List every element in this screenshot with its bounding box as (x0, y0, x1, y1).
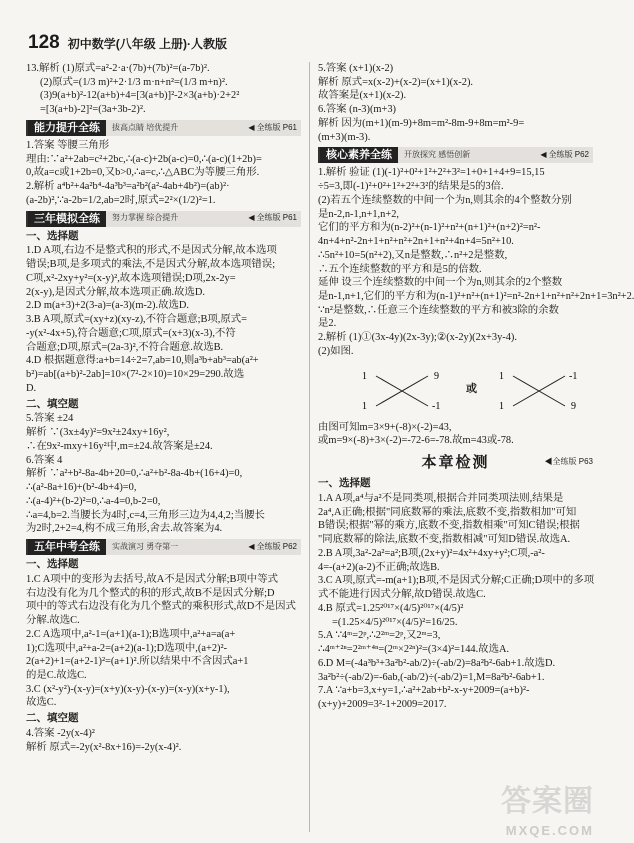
text-line: 的是C.故选C. (26, 670, 87, 682)
column-divider (309, 62, 310, 832)
text-line: 3a²b²÷(-ab/2)=-6ab,(-ab/2)÷(-ab/2)=1,M=8a²b²-6ab+1. (318, 671, 545, 683)
text-line: 5.A ∵4ᵐ=2ᵖ,∴2²ᵐ=2ᵖ,又2ᵐ=3, (318, 630, 441, 642)
text-line: 故答案是(x+1)(x-2). (318, 90, 407, 102)
text-line: 延伸 设三个连续整数的中间一个为n,则其余的2个整数 (318, 277, 563, 289)
text-line: 4.D 根据题意得:a+b=14÷2=7,ab=10,则a³b+ab³=ab(a²+ (26, 355, 259, 367)
section-ref (248, 213, 297, 224)
text-line: ∴(a-4)²+(b-2)²=0,∴a-4=0,b-2=0, (26, 495, 161, 507)
diagram-label: 9 (571, 400, 576, 412)
section-subtitle: 拔高点睛 培优提升 (112, 122, 179, 132)
cross-diagram-left (358, 362, 448, 418)
text-line: C项,x²-2xy+y²=(x-y)²,故本选项错误;D项,2x-2y= (26, 272, 236, 284)
text-line: 它们的平方和为(n-2)²+(n-1)²+n²+(n+1)²+(n+2)²=n²- (318, 222, 541, 234)
section-tag: 三年模拟全练 (28, 211, 106, 227)
section-subtitle: 努力掌握 综合提升 (112, 213, 179, 223)
text-line: 1.A A项,a⁴与a²不是同类项,根据合并同类项法则,结果是 (318, 493, 564, 505)
text-line: ∵n²是整数,∴任意三个连续整数的平方和被3除的余数 (318, 304, 559, 316)
text-line: 1);C选项中,a²+a-2=(a+2)(a-1);D选项中,(a+2)²- (26, 642, 228, 654)
text-line: 2a⁴,A正确;根据"同底数幂的乘法,底数不变,指数相加"可知 (318, 506, 577, 518)
arrow-icon: ◀ (540, 150, 547, 160)
text-line: 合题意;D项,原式=(2a-3)²,不符合题意.故选B. (26, 341, 224, 353)
text-line: ∴在9x²-mxy+16y²中,m=±24.故答案是±24. (26, 440, 213, 452)
arrow-icon: ◀ (544, 457, 553, 467)
section-ref (540, 150, 589, 161)
text-line: 是n-1,n+1,它们的平方和为(n-1)²+n²+(n+1)²=n²-2n+1+n²+n²+2n+1=3n²+2. (318, 291, 634, 303)
text-line: 由图可知m=3×9+(-8)×(-2)=43, (318, 421, 452, 433)
right-column (318, 62, 634, 832)
section-ref-text: 全练版 P62 (548, 150, 589, 160)
text-line: 为2时,2+2=4,构不成三角形,舍去.故答案为4. (26, 523, 223, 535)
text-line: 或m=9×(-8)+3×(-2)=-72-6=-78.故m=43或-78. (318, 435, 514, 447)
arrow-icon: ◀ (248, 541, 255, 551)
text-line: b²)=ab[(a+b)²-2ab]=10×(7²-2×10)=10×29=290.故选 (26, 369, 245, 381)
diagram-label: -1 (569, 370, 578, 382)
cross-diagram-right (495, 362, 585, 418)
text-line: 右边没有化为几个整式的积的形式,故B不是因式分解;D (26, 587, 275, 599)
diagram-label: 1 (362, 400, 367, 412)
text-line: 是2. (318, 318, 337, 330)
section-subtitle: 开放探究 感悟创新 (404, 150, 471, 160)
section-banner (26, 539, 301, 555)
text-line: 4=-(a+2)(a-2)不正确;故选B. (318, 561, 440, 573)
subsection-heading: 二、填空题 (26, 712, 79, 725)
subsection-heading: 一、选择题 (26, 229, 79, 242)
diagram-label: 1 (499, 400, 504, 412)
text-line: 4.B 原式=1.25²⁰¹⁷×(4/5)²⁰¹⁷×(4/5)² (318, 602, 464, 614)
section-banner (26, 211, 301, 227)
text-line: (2)原式=(1/3 m)²+2·1/3 m·n+n²=(1/3 m+n)². (40, 76, 228, 88)
text-line: 解析 原式=x(x-2)+(x-2)=(x+1)(x-2). (318, 76, 474, 88)
text-line: (a-2b)²,∵a-2b=1/2,ab=2时,原式=2²×(1/2)²=1. (26, 194, 216, 206)
watermark-logo: 答案圈 (501, 785, 594, 819)
text-line: (3)9(a+b)²-12(a+b)+4=[3(a+b)]²-2×3(a+b)·2+2² (40, 90, 240, 102)
text-line: ÷5=3,即(-1)²+0²+1²+2²+3²的结果是5的3倍. (318, 181, 504, 193)
q13-block (26, 62, 301, 117)
text-line: 5.答案 ±24 (26, 413, 74, 425)
page-title: 初中数学(八年级 上册)·人教版 (67, 37, 228, 51)
cross-multiplication-diagram (318, 359, 593, 421)
text-line: ∴(a²-8a+16)+(b²-4b+4)=0, (26, 482, 137, 494)
subsection-heading: 一、选择题 (26, 558, 79, 571)
text-line: 2(x-y),是因式分解,故本选项正确.故选D. (26, 286, 205, 298)
section-ref (248, 123, 297, 134)
text-line: 解析 因为(m+1)(m-9)+8m=m²-8m-9+8m=m²-9= (318, 117, 525, 129)
diagram-label: 9 (434, 370, 439, 382)
subsection-heading: 二、填空题 (26, 397, 79, 410)
text-line: 错误;B项,是多项式的乘法,不是因式分解,故本选项错误; (26, 259, 276, 271)
text-line: 2.D m(a+3)+2(3-a)=(a-3)(m-2).故选D. (26, 300, 189, 312)
text-line: =[3(a+b)-2]²=(3a+3b-2)². (40, 104, 146, 116)
text-line: 理由:∵a²+2ab=c²+2bc,∴(a-c)+2b(a-c)=0,∴(a-c)(1+2b)= (26, 153, 262, 165)
text-line: 2.解析 (1)①(3x-4y)(2x-3y);②(x-2y)(2x+3y-4). (318, 332, 517, 344)
text-line: 是n-2,n-1,n+1,n+2, (318, 208, 399, 220)
section-ref-text: 全练版 P62 (256, 541, 297, 551)
text-line: 3.C A项,原式=-m(a+1);B项,不是因式分解;C正确;D项中的多项 (318, 575, 595, 587)
text-line: (m+3)(m-3). (318, 131, 371, 143)
text-line: 2(a+2)+1=(a+2-1)²=(a+1)².所以结果中不含因式a+1 (26, 656, 249, 668)
text-line: 6.D M=(-4a³b³+3a²b²-ab/2)÷(-ab/2)=8a²b²-6ab+1.故选D. (318, 657, 556, 669)
text-line: 项中的等式右边没有化为几个整式的乘积形式,故D不是因式 (26, 601, 296, 613)
text-line: 0,故a=c或1+2b=0,又b>0,∴a=c,∴△ABC为等腰三角形. (26, 167, 260, 179)
section-banner (318, 147, 593, 163)
text-line: (2)若五个连续整数的中间一个为n,则其余的4个整数分别 (318, 194, 572, 206)
left-column (26, 62, 301, 832)
diagram-label: -1 (432, 400, 441, 412)
text-line: 解析 原式=-2y(x²-8x+16)=-2y(x-4)². (26, 741, 182, 753)
watermark (501, 782, 594, 839)
text-line: 故选C. (26, 697, 57, 709)
section-subtitle: 实战演习 勇夺第一 (112, 541, 179, 551)
diagram-label: 1 (362, 370, 367, 382)
section-ref-text: 全练版 P61 (256, 213, 297, 223)
text-line: 5.答案 (x+1)(x-2) (318, 63, 394, 74)
text-line: 解析 ∵(3x±4y)²=9x²±24xy+16y², (26, 427, 170, 439)
text-line: ∴a=4,b=2.当腰长为4时,c=4,三角形三边为4,4,2;当腰长 (26, 509, 265, 521)
text-line: 解析 ∵a²+b²-8a-4b+20=0,∴a²+b²-8a-4b+(16+4)=0, (26, 468, 243, 480)
text-line: 1.解析 验证 (1)(-1)²+0²+1²+2²+3²=1+0+1+4+9=15,15 (318, 167, 545, 179)
text-line: 1.D A项,右边不是整式积的形式,不是因式分解,故本选项 (26, 245, 277, 257)
arrow-icon: ◀ (248, 122, 255, 132)
text-line: ∴五个连续整数的平方和是5的倍数. (318, 263, 482, 275)
text-line: 4.答案 -2y(x-4)² (26, 728, 95, 740)
text-line: 1.C A项中的变形为去括号,故A不是因式分解;B项中等式 (26, 573, 278, 585)
text-line: 6.答案 4 (26, 454, 63, 466)
diagram-label: 1 (499, 370, 504, 382)
arrow-icon: ◀ (248, 213, 255, 223)
page-number: 128 (28, 32, 60, 53)
chapter-title: 本章检测 (421, 454, 490, 472)
section-ref-text: 全练版 P61 (256, 122, 297, 132)
text-line: 6.答案 (n-3)(m+3) (318, 104, 397, 116)
page-header (28, 30, 227, 52)
or-label: 或 (466, 383, 477, 396)
chapter-title-row (318, 451, 593, 475)
text-line: 2.C A选项中,a²-1=(a+1)(a-1);B选项中,a²+a=a(a+ (26, 628, 236, 640)
section-tag: 能力提升全练 (28, 120, 106, 136)
text-line: ∴5n²+10=5(n²+2),又n是整数,∴n²+2是整数, (318, 249, 508, 261)
text-line: "同底数幂的除法,底数不变,指数相减"可知D错误.故选A. (318, 534, 571, 546)
text-line: 7.A ∵a+b=3,x+y=1,∴a²+2ab+b²-x-y+2009=(a+b)²- (318, 685, 530, 697)
section-banner (26, 120, 301, 136)
text-line: 13.解析 (1)原式=a²-2·a·(7b)+(7b)²=(a-7b)². (26, 63, 210, 74)
text-line: 3.B A项,原式=(xy+z)(xy-z),不符合题意;B项,原式= (26, 314, 248, 326)
text-line: (x+y)+2009=3²-1+2009=2017. (318, 699, 447, 711)
text-line: 1.答案 等腰三角形 (26, 139, 110, 151)
watermark-url: MXQE.COM (505, 822, 594, 838)
text-line: 分解.故选C. (26, 615, 80, 627)
text-line: 2.B A项,3a²-2a²=a²;B项,(2x+y)²=4x²+4xy+y²;C项,-a²- (318, 547, 545, 559)
section-ref (248, 542, 297, 553)
text-line: -y(x²-4x+5),符合题意;C项,原式=(x+3)(x-3),不符 (26, 327, 236, 339)
text-line: 4n+4+n²-2n+1+n²+n²+2n+1+n²+4n+4=5n²+10. (318, 236, 514, 248)
chapter-ref (545, 457, 593, 468)
text-line: B错误;根据"幂的乘方,底数不变,指数相乘"可知C错误;根据 (318, 520, 580, 532)
text-line: 3.C (x²-y²)-(x-y)=(x+y)(x-y)-(x-y)=(x-y)(x+y-1), (26, 683, 230, 695)
section-tag: 五年中考全练 (28, 539, 106, 555)
chapter-ref-text: 全练版 P63 (552, 457, 593, 467)
text-line: 2.解析 a⁴b²+4a²b⁴-4a³b³=a²b²(a²-4ab+4b²)=(ab)²· (26, 181, 230, 193)
text-line: 式不能进行因式分解,故D错误.故选C. (318, 589, 486, 601)
text-line: D. (26, 382, 37, 394)
text-line: (2)如图. (318, 345, 354, 357)
text-line: =(1.25×4/5)²⁰¹⁷×(4/5)²=16/25. (332, 616, 458, 628)
text-line: ∴4ᵐ⁺²ⁿ=2²ᵐ⁺⁴ⁿ=(2ᵐ×2²ⁿ)²=(3×4)²=144.故选A. (318, 644, 510, 656)
section-tag: 核心素养全练 (320, 147, 398, 163)
subsection-heading: 一、选择题 (318, 477, 371, 490)
